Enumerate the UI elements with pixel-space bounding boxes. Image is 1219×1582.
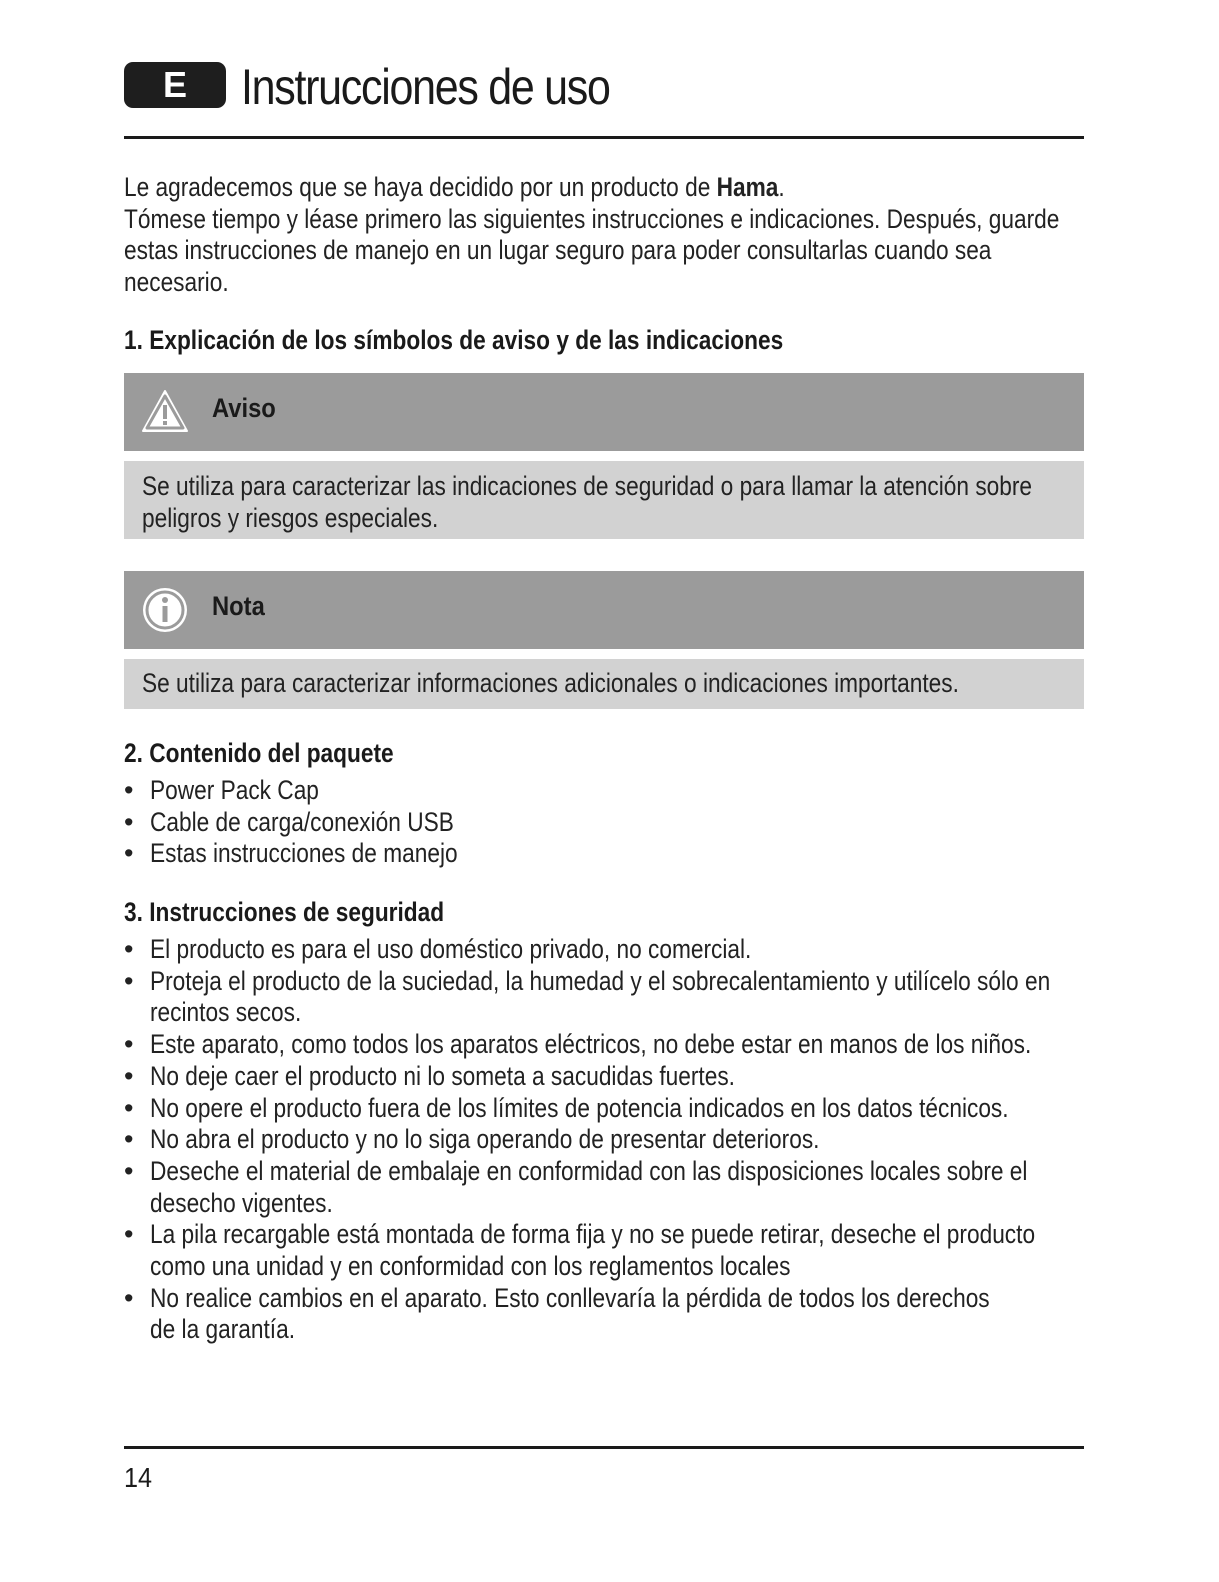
list-item-text: Deseche el material de embalaje en conformidad con las disposiciones locales sobre el desecho vigentes. (150, 1155, 1028, 1218)
language-badge: E (124, 62, 226, 108)
bullet-icon: • (124, 1029, 134, 1060)
warning-text-line-2: peligros y riesgos especiales. (142, 502, 439, 533)
bullet-icon: • (124, 1092, 134, 1123)
bottom-rule (124, 1446, 1084, 1449)
bullet-icon: • (124, 1282, 134, 1313)
list-item (124, 838, 1124, 870)
list-item (124, 1061, 1124, 1093)
list-item-text: Este aparato, como todos los aparatos eléctricos, no debe estar en manos de los niños. (150, 1029, 1032, 1060)
list-item-text: No opere el producto fuera de los límites de potencia indicados en los datos técnicos. (150, 1092, 1009, 1123)
safety-instructions-list (124, 934, 1124, 1346)
list-item-text: El producto es para el uso doméstico privado, no comercial. (150, 934, 752, 964)
note-box-header (124, 571, 1084, 649)
page-number: 14 (124, 1462, 153, 1493)
intro-line-4: necesario. (124, 267, 229, 297)
info-circle-icon (140, 585, 190, 635)
warning-box-header (124, 373, 1084, 451)
bullet-icon: • (124, 838, 134, 869)
list-item (124, 1124, 1124, 1156)
list-item (124, 1029, 1124, 1061)
list-item-text: Estas instrucciones de manejo (150, 838, 458, 869)
warning-box-body (124, 461, 1084, 539)
section-3-heading: 3. Instrucciones de seguridad (124, 897, 445, 927)
bullet-icon: • (124, 1219, 134, 1250)
list-item-text: La pila recargable está montada de forma fija y no se puede retirar, deseche el producto como una unidad y en conformidad con los reglamentos locales (150, 1219, 1036, 1282)
intro-period: . (778, 172, 785, 202)
brand-name: Hama (716, 172, 779, 202)
list-item (124, 934, 1124, 966)
warning-triangle-icon (140, 387, 190, 437)
bullet-icon: • (124, 1155, 134, 1186)
note-box-body (124, 659, 1084, 709)
warning-label: Aviso (212, 393, 276, 423)
list-item-text: Proteja el producto de la suciedad, la humedad y el sobrecalentamiento y utilícelo sólo en recintos secos. (150, 965, 1051, 1028)
top-rule (124, 136, 1084, 139)
bullet-icon: • (124, 1060, 134, 1091)
list-item (124, 1219, 1124, 1282)
bullet-icon: • (124, 934, 134, 964)
page-title: Instrucciones de uso (241, 59, 610, 115)
bullet-icon: • (124, 775, 134, 805)
warning-text-line-1: Se utiliza para caracterizar las indicaciones de seguridad o para llamar la atención sobre (142, 471, 1033, 501)
warning-description (142, 471, 1032, 534)
intro-line-3: estas instrucciones de manejo en un lugar seguro para poder consultarlas cuando sea (124, 235, 992, 265)
list-item-text: Cable de carga/conexión USB (150, 806, 454, 837)
bullet-icon: • (124, 1124, 134, 1155)
section-2-heading: 2. Contenido del paquete (124, 738, 394, 768)
page-header (124, 58, 1084, 118)
note-label: Nota (212, 591, 265, 621)
section-1-heading: 1. Explicación de los símbolos de aviso y de las indicaciones (124, 325, 784, 355)
list-item (124, 1156, 1124, 1219)
list-item (124, 1283, 1124, 1346)
intro-line-2: Tómese tiempo y léase primero las siguientes instrucciones e indicaciones. Después, guarde (124, 204, 1060, 234)
bullet-icon: • (124, 965, 134, 996)
list-item (124, 1093, 1124, 1125)
list-item (124, 775, 1124, 807)
intro-text: Le agradecemos que se haya decidido por un producto de (124, 172, 717, 202)
list-item (124, 807, 1124, 839)
list-item-text: No abra el producto y no lo siga operando de presentar deterioros. (150, 1124, 820, 1155)
note-description: Se utiliza para caracterizar informaciones adicionales o indicaciones importantes. (142, 668, 959, 698)
intro-line-1 (124, 172, 785, 204)
list-item-text: No deje caer el producto ni lo someta a sacudidas fuertes. (150, 1060, 735, 1091)
package-contents-list (124, 775, 1124, 870)
list-item (124, 966, 1124, 1029)
list-item-text: No realice cambios en el aparato. Esto conllevaría la pérdida de todos los derechos de la garantía. (150, 1282, 990, 1345)
list-item-text: Power Pack Cap (150, 775, 319, 805)
bullet-icon: • (124, 806, 134, 837)
